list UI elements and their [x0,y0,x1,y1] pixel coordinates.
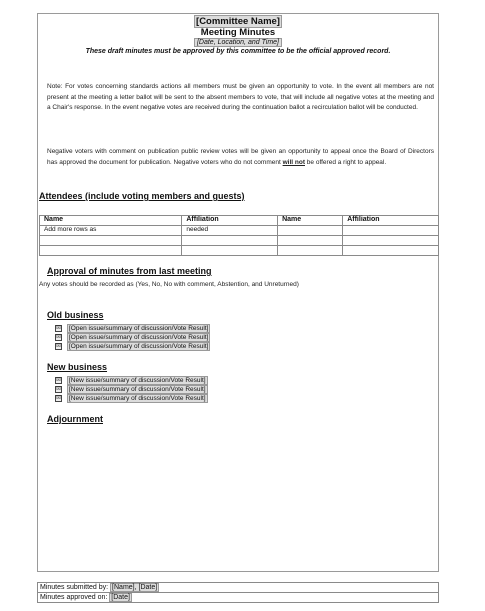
document-header [37,16,439,56]
checkbox-icon[interactable]: ☒ [56,325,61,331]
table-cell[interactable] [182,246,278,256]
table-cell[interactable]: Add more rows as [40,226,182,236]
column-header: Name [40,216,182,226]
table-cell[interactable] [343,236,439,246]
table-row [38,583,439,593]
list-item: ☒ [New issue/summary of discussion/Vote Result] [56,377,206,384]
column-header: Affiliation [182,216,278,226]
list-item: ☒ [Open issue/summary of discussion/Vote Result] [56,325,209,332]
submitted-row [38,583,439,593]
new-business-list [55,376,208,403]
checkbox-icon[interactable]: ☒ [56,377,61,383]
new-business-heading: New business [47,362,108,372]
table-cell[interactable] [343,246,439,256]
vote-record-note: Any votes should be recorded as (Yes, No, No with comment, Abstention, and Unreturned) [39,281,299,288]
approved-row [38,593,439,603]
table-cell[interactable]: needed [182,226,278,236]
committee-name[interactable]: [Committee Name] [196,16,280,27]
column-header: Name [278,216,343,226]
voting-note: Note: For votes concerning standards actions all members must be given an opportunity to vote. In the event all members are not present at the meeting a letter ballot will be sent to the absent members to vote, that will include all negative votes at the meeting and a Chair's response. In the event negative votes are received during the continuation ballot a recirculation ballot will be conducted. [47,83,434,111]
approval-heading: Approval of minutes from last meeting [47,266,212,276]
list-item: ☒ [New issue/summary of discussion/Vote Result] [56,386,206,393]
checkbox-icon[interactable]: ☒ [56,343,61,349]
document-title: Meeting Minutes [200,27,276,38]
list-item: ☒ [Open issue/summary of discussion/Vote Result] [56,334,209,341]
draft-notice: These draft minutes must be approved by this committee to be the official approved record. [85,48,391,55]
table-cell[interactable] [40,236,182,246]
table-cell[interactable] [40,246,182,256]
table-cell[interactable] [182,236,278,246]
approved-value[interactable]: [Date] [111,594,130,601]
table-row [40,236,439,246]
approved-label: Minutes approved on: [40,594,108,601]
appeal-note: Negative voters with comment on publication public review votes will be given an opportunity to appeal once the Board of Directors has approved the document for publication. Negative voters who do not comment will not be offered a right to appeal. [47,148,434,166]
attendees-heading: Attendees (include voting members and guests) [39,191,245,201]
submitted-label: Minutes submitted by: [40,584,109,591]
checkbox-icon[interactable]: ☒ [56,386,61,392]
adjournment-heading: Adjournment [47,414,103,424]
attendees-table [39,215,439,256]
submitted-value[interactable]: [Name], [Date] [112,584,158,591]
table-cell[interactable] [343,226,439,236]
table-header-row [40,216,439,226]
table-row [40,246,439,256]
list-item: ☒ [New issue/summary of discussion/Vote Result] [56,395,206,402]
old-business-list [55,324,210,351]
column-header: Affiliation [343,216,439,226]
checkbox-icon[interactable]: ☒ [56,395,61,401]
date-location-field[interactable]: [Date, Location, and Time] [37,38,439,47]
checkbox-icon[interactable]: ☒ [56,334,61,340]
list-item: ☒ [Open issue/summary of discussion/Vote Result] [56,343,209,350]
table-cell[interactable] [278,246,343,256]
approval-footer [37,582,439,603]
old-business-heading: Old business [47,310,104,320]
table-row [38,593,439,603]
table-cell[interactable] [278,236,343,246]
table-cell[interactable] [278,226,343,236]
table-row [40,226,439,236]
